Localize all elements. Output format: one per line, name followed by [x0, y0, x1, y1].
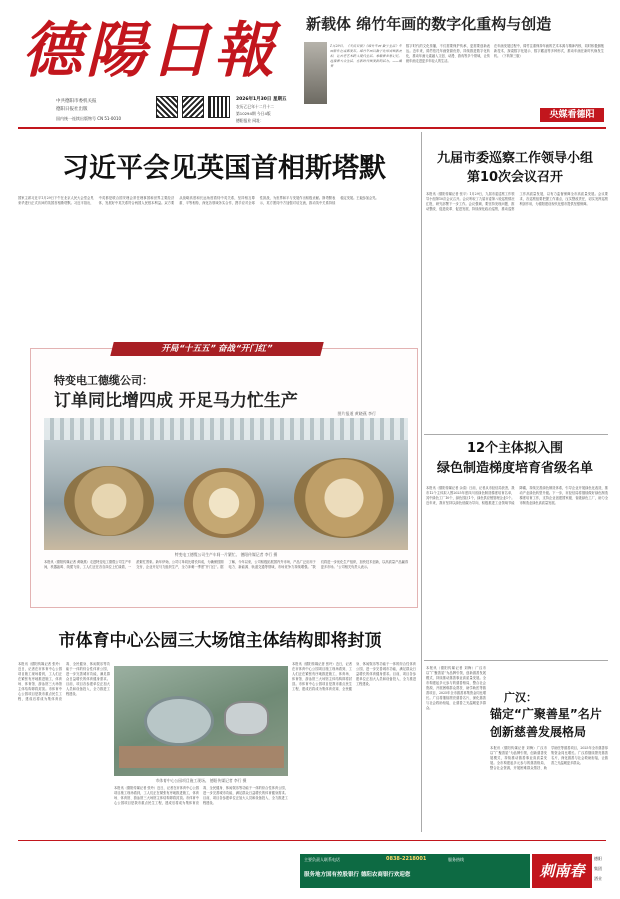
feature-headline: 订单同比增四成 开足马力忙生产: [54, 391, 298, 411]
top-feature-headline: 新载体 绵竹年画的数字化重构与创造: [306, 15, 552, 33]
masthead-sub1: 中共德阳市委机关报: [56, 99, 97, 104]
feature-factory-photo: [44, 418, 408, 550]
top-feature-col2: 数字时代的文化传播，不仅需要保护传承，更需要创新表达。近年来，绵竹依托年画资源优势，持续推进数字化转化，推动年画元素融入文创、动漫、游戏等多个领域，让传统年画走进更多年轻人的生活。: [406, 44, 490, 63]
top-feature-col1: 1月29日，《天府日报》《绵竹年画·数字生活》年画新作在成都发布。绵竹年画以数字化形式焕新亮相，让古老艺术跨入现代生活，承载着乡愁记忆，连接着大众生活，在新时代焕发新的活力。——编者: [330, 44, 402, 68]
right3-headline-line3: 创新慈善发展格局: [490, 725, 587, 739]
feature-banner: 开局“十五五” 奋战“开门红”: [110, 342, 323, 356]
right2-headline-line2: 绿色制造梯度培育省级名单: [436, 461, 593, 476]
bottom-ad-label2: 服务热线: [448, 857, 464, 862]
top-feature-col3: 在年画发展过程中，绵竹注重保持年画的艺术本源与精神内核，同时积极拥抱新技术，探索数字化展示、数字藏品等多种形式，推动年画在新时代焕发生机。（下转第三版）: [494, 44, 604, 58]
right1-headline-line1: 九届市委巡察工作领导小组: [436, 151, 593, 166]
bottom-ad-vertical1: 德阳: [594, 856, 602, 861]
right1-headline-line2: 第10次会议召开: [466, 170, 564, 185]
top-feature-photo: [304, 42, 327, 104]
bottom-ad-hotline: 0838-2218001: [386, 856, 427, 862]
stadium-body-mid: 本报讯（德阳传媒记者 张玲）近日，记者在市体育中心公园项目施工现场看到，工人们正在紧张有序地推进施工，体育场、体育馆、游泳馆三大场馆主体结构即将封顶。市体育中心公园项目是我市重点民生工程，建成后将成为集体育竞赛、全民健身、休闲娱乐等功能于一体的综合性体育公园，进一步完善城市功能，满足群众日益增长的体育健身需求。目前，项目各参建单位正加大人员和设备投入，全力推进工程建设。: [114, 786, 288, 805]
lead-headline: 习近平会见英国首相斯塔默: [62, 153, 386, 184]
bottom-ad-vertical2: 集团: [594, 866, 602, 871]
feature-byline: 图片报道 黄晓燕 李行: [337, 411, 376, 416]
top-feature-banner: 央媒看德阳: [540, 108, 604, 122]
right-divider-2: [424, 660, 608, 661]
masthead-web: 德阳报业 网址：: [236, 118, 264, 123]
masthead-issue: 第10294期 今日4版: [236, 111, 271, 116]
right1-body: 本报讯（德阳传媒记者 张平）1月29日，九届市委巡察工作领导小组第10次会议召开。会议听取了九届市委第八轮巡察情况汇报，研究部署下一步工作。会议强调，要坚持发现问题、推动整改、促进改革、促进发展，持续深化政治巡察，推动巡察工作高质量发展，以有力监督保障全市高质量发展。会议要求，各巡察组要把握工作重点，压实整改责任，切实发挥巡察利剑作用，为德阳建设现代化强市提供坚强保障。: [426, 192, 608, 211]
qr-code-1: [156, 96, 178, 118]
bottom-ad-slogan: 刺南春: [532, 854, 592, 888]
stadium-aerial-photo: [114, 666, 288, 776]
right2-body: 本报讯（德阳传媒记者 余清）日前，记者从市经信局获悉，我市12个主体拟入围2025年度四川省绿色制造梯度培育名单，其中绿色工厂10个，绿色园区1个，绿色供应链管理企业1个。近年来，我市坚持以绿色低碳为导向，积极推进工业领域节能降碳，持续完善绿色制造体系，引导企业开展绿色化改造，推动产业绿色转型升级。下一步，市经信局将继续做好绿色制造梯度培育工作，支持企业创建国家级、省级绿色工厂，助力全市制造业绿色高质量发展。: [426, 486, 608, 505]
bottom-ad-vertical3: 酒业: [594, 876, 602, 881]
bottom-ad-promo: 服务地方国有控股银行 德阳农商银行欢迎您: [304, 872, 411, 878]
column-divider: [421, 132, 422, 832]
right3-headline-line1: 广汉：: [504, 691, 537, 704]
right-divider-1: [424, 434, 608, 435]
right2-headline-line1: 12个主体拟入围: [466, 441, 564, 456]
masthead-lunar: 农历乙巳年十二月十二: [236, 104, 274, 109]
bottom-divider: [18, 840, 606, 841]
stadium-headline: 市体育中心公园三大场馆主体结构即将封顶: [58, 631, 382, 651]
feature-caption: 特变电工德缆公司生产车间一片繁忙。 德阳传媒记者 李行 摄: [174, 552, 278, 557]
right3-body-right: 本报讯（德阳传媒记者 刘梅）广汉市以“广聚善星”为品牌引领，创新慈善发展模式，持续推动慈善事业高质量发展。全市构建起多元参与的慈善格局，整合社会资源，开展困难群众帮扶、助学助医等慈善项目，2025年全市慈善募集资金同比增长。广汉将继续擦亮慈善名片，深化慈善与社会救助衔接，让慈善之光温暖更多群众。: [490, 746, 608, 770]
masthead-sub2: 德阳日报社出版: [56, 107, 88, 112]
masthead-divider: [18, 127, 606, 129]
right3-body-left: 本报讯（德阳传媒记者 刘梅）广汉市以“广聚善星”为品牌引领，创新慈善发展模式，持续推动慈善事业高质量发展。全市构建起多元参与的慈善格局，整合社会资源，开展困难群众帮扶、助学助医等慈善项目，2025年全市慈善募集资金同比增长。广汉将继续擦亮慈善名片，深化慈善与社会救助衔接，让慈善之光温暖更多群众。: [426, 666, 486, 710]
masthead-cn-number: 国内统一连续出版物号 CN 51-0010: [56, 116, 122, 121]
feature-subtitle: 特变电工德缆公司：: [54, 374, 153, 387]
qr-code-2: [182, 96, 204, 118]
masthead-logo: 德陽日報: [22, 16, 278, 86]
feature-body: 本报讯（德阳传媒记者 黄晓燕）走进特变电工德缆公司生产车间，机器轰鸣、线缆飞转，工人们正在各自岗位上忙碌着，一派繁忙景象。新年伊始，公司订单同比增长四成，为确保按期交付，企业开足马力组织生产，全力冲刺一季度“开门红”。据了解，今年以来，公司积极拓展国内外市场，产品广泛应用于电力、新能源、轨道交通等领域，市场竞争力持续增强。“我们将进一步优化生产组织，加快技术创新，以高质量产品赢得更多市场。”公司相关负责人表示。: [44, 560, 408, 569]
stadium-caption: 市体育中心公园项目施工现场。 德阳传媒记者 李行 摄: [155, 778, 247, 783]
right3-headline-line2: 锚定“广聚善星”名片: [490, 707, 602, 721]
stadium-body-right: 本报讯（德阳传媒记者 张玲）近日，记者在市体育中心公园项目施工现场看到，工人们正在紧张有序地推进施工，体育场、体育馆、游泳馆三大场馆主体结构即将封顶。市体育中心公园项目是我市重点民生工程，建成后将成为集体育竞赛、全民健身、休闲娱乐等功能于一体的综合性体育公园，进一步完善城市功能，满足群众日益增长的体育健身需求。目前，项目各参建单位正加大人员和设备投入，全力推进工程建设。: [292, 662, 416, 691]
masthead-date: 2026年1月30日 星期五: [236, 97, 287, 102]
bottom-ad-label1: 主要负责人联系电话: [304, 857, 340, 862]
stadium-body-left: 本报讯（德阳传媒记者 张玲）近日，记者在市体育中心公园项目施工现场看到，工人们正在紧张有序地推进施工，体育场、体育馆、游泳馆三大场馆主体结构即将封顶。市体育中心公园项目是我市重点民生工程，建成后将成为集体育竞赛、全民健身、休闲娱乐等功能于一体的综合性体育公园，进一步完善城市功能，满足群众日益增长的体育健身需求。目前，项目各参建单位正加大人员和设备投入，全力推进工程建设。: [18, 662, 110, 701]
lead-body: 国家主席习近平1月29日下午在北京人民大会堂会见来华进行正式访问的英国首相斯塔默。习近平指出，中英都是联合国安理会常任理事国和世界主要经济体，发展好中英关系符合两国人民根本利益。双方要从战略高度和长远角度看待中英关系，坚持相互尊重、平等相待，深化各领域务实合作，携手应对全球性挑战，为世界和平与发展作出积极贡献。斯塔默表示，英方愿同中方加强对话交流，推动英中关系持续稳定发展。王毅参加会见。: [18, 196, 379, 205]
qr-code-3: [208, 96, 230, 118]
